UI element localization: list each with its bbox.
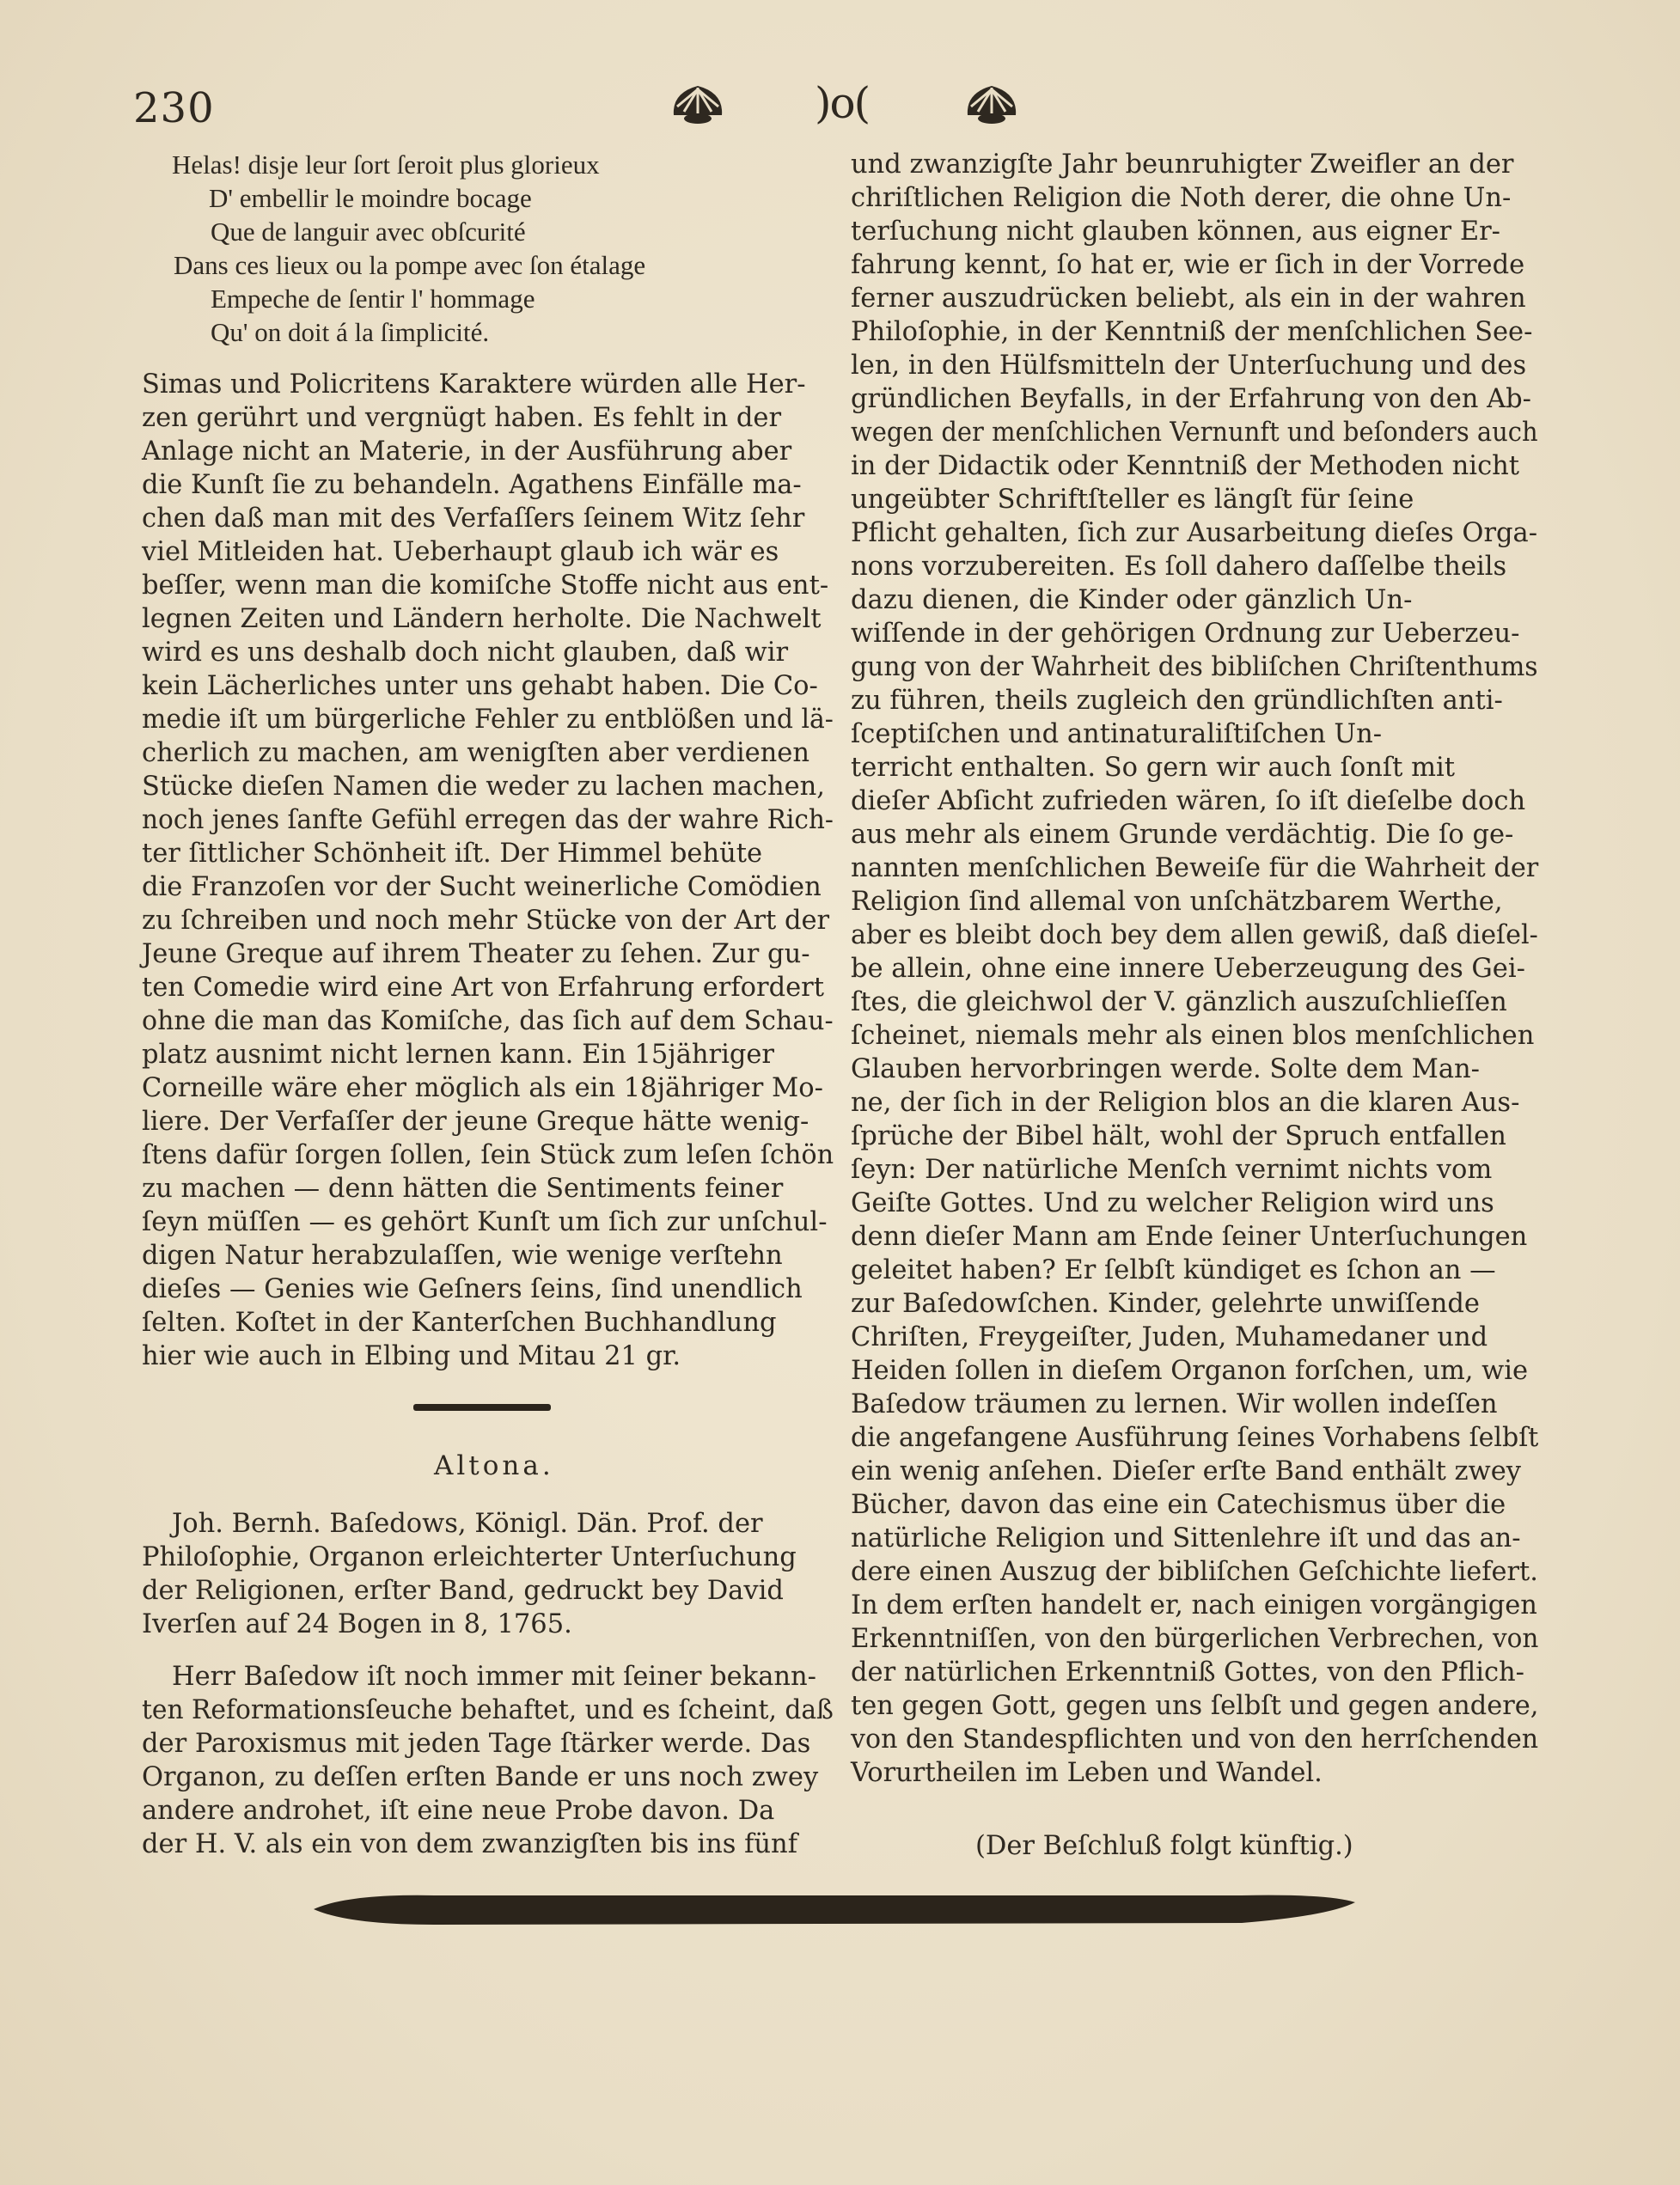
text-line: Geiſte Gottes. Und zu welcher Religion wird uns (851, 1188, 1494, 1218)
text-line: zu führen, theils zugleich den gründlichſten anti- (851, 686, 1503, 716)
text-line: Corneille wäre eher möglich als ein 18jähriger Mo- (142, 1073, 823, 1103)
text-line: fahrung kennt, ſo hat er, wie er ſich in der Vorrede (851, 250, 1525, 280)
text-line: und zwanzigſte Jahr beunruhigter Zweifler an der (851, 150, 1514, 180)
text-line: Pflicht gehalten, ſich zur Ausarbeitung dieſes Orga- (851, 518, 1538, 548)
text-line: ſelten. Koſtet in der Kanterſchen Buchhandlung (142, 1308, 777, 1338)
text-line: der H. V. als ein von dem zwanzigſten bis ins fünf (142, 1829, 797, 1859)
text-line: wird es uns deshalb doch nicht glauben, daß wir (142, 638, 789, 668)
text-line: wiſſende in der gehörigen Ordnung zur Ueberzeu- (851, 619, 1520, 649)
poem-line: Que de languir avec obſcurité (211, 217, 526, 247)
text-line: der Religionen, erſter Band, gedruckt bey David (142, 1576, 784, 1606)
text-line: kein Lächerliches unter uns gehabt haben. Die Co- (142, 671, 818, 701)
text-line: ten Reformationsſeuche behaftet, und es ſcheint, daß (142, 1695, 834, 1725)
text-line: chen daß man mit des Verfaſſers ſeinem Witz ſehr (142, 504, 805, 534)
shell-ornament-icon (962, 81, 1021, 125)
text-line: Joh. Bernh. Baſedows, Königl. Dän. Prof. der (172, 1509, 763, 1539)
text-line: zu ſchreiben und noch mehr Stücke von der Art der (142, 906, 830, 936)
text-line: ne, der ſich in der Religion blos an die klaren Aus- (851, 1088, 1520, 1118)
page-number: 230 (133, 84, 215, 132)
center-ornament: )o( (815, 78, 870, 128)
text-line: denn dieſer Mann am Ende ſeiner Unterſuchungen (851, 1222, 1528, 1252)
text-line: ſeyn: Der natürliche Menſch vernimt nichts vom (851, 1155, 1493, 1185)
text-line: len, in den Hülfsmitteln der Unterſuchung und des (851, 351, 1527, 381)
text-line: Simas und Policritens Karaktere würden alle Her- (142, 369, 806, 400)
text-line: viel Mitleiden hat. Ueberhaupt glaub ich wär es (142, 537, 779, 567)
text-line: digen Natur herabzulaſſen, wie wenige verſtehn (142, 1241, 783, 1271)
text-line: hier wie auch in Elbing und Mitau 21 gr. (142, 1341, 681, 1371)
poem-line: Empeche de ſentir l' hommage (211, 284, 535, 314)
text-line: geleitet haben? Er ſelbſt kündiget es ſchon an — (851, 1255, 1496, 1285)
poem-line: Qu' on doit á la ſimplicité. (211, 317, 490, 347)
text-line: ſeyn müſſen — es gehört Kunſt um ſich zur unſchul- (142, 1207, 828, 1237)
text-line: ohne die man das Komiſche, das ſich auf dem Schau- (142, 1006, 834, 1036)
text-line: Stücke dieſen Namen die weder zu lachen machen, (142, 772, 825, 802)
text-line: nons vorzubereiten. Es ſoll dahero daſſelbe theils (851, 552, 1507, 582)
text-line: die Franzoſen vor der Sucht weinerliche Comödien (142, 872, 822, 902)
text-line: ten gegen Gott, gegen uns ſelbſt und gegen andere, (851, 1691, 1539, 1721)
text-line: ein wenig anſehen. Dieſer erſte Band enthält zwey (851, 1456, 1521, 1486)
text-line: Philoſophie, Organon erleichterter Unterſuchung (142, 1542, 797, 1572)
text-line: in der Didactik oder Kenntniß der Methoden nicht (851, 451, 1520, 481)
text-line: cherlich zu machen, am wenigſten aber verdienen (142, 738, 809, 768)
text-line: wegen der menſchlichen Vernunft und beſonders auch (851, 418, 1538, 448)
text-line: Erkenntniſſen, von den bürgerlichen Verbrechen, von (851, 1624, 1539, 1654)
text-line: ter ſittlicher Schönheit iſt. Der Himmel behüte (142, 839, 763, 869)
text-line: dere einen Auszug der bibliſchen Geſchichte liefert. (851, 1557, 1538, 1587)
text-line: aus mehr als einem Grunde verdächtig. Die ſo ge- (851, 820, 1514, 850)
text-line: Philoſophie, in der Kenntniß der menſchlichen See- (851, 317, 1533, 347)
text-line: Herr Baſedow iſt noch immer mit ſeiner bekann- (172, 1662, 816, 1692)
text-line: von den Standespflichten und von den herrſchenden (851, 1724, 1539, 1755)
text-line: Religion ſind allemal von unſchätzbarem Werthe, (851, 887, 1503, 917)
text-line: natürliche Religion und Sittenlehre iſt und das an- (851, 1523, 1521, 1553)
text-line: die angefangene Ausführung ſeines Vorhabens ſelbſt (851, 1423, 1539, 1453)
text-line: Baſedow träumen zu lernen. Wir wollen indeſſen (851, 1389, 1498, 1419)
text-line: be allein, ohne eine innere Ueberzeugung des Gei- (851, 954, 1525, 984)
text-line: zen gerührt und vergnügt haben. Es fehlt in der (142, 403, 782, 433)
poem-line: Dans ces lieux ou la pompe avec ſon étalage (174, 250, 646, 280)
text-line: andere androhet, iſt eine neue Probe davon. Da (142, 1796, 775, 1826)
text-line: medie iſt um bürgerliche Fehler zu entblößen und lä- (142, 705, 834, 735)
text-line: legnen Zeiten und Ländern herholte. Die Nachwelt (142, 604, 822, 634)
text-line: ten Comedie wird eine Art von Erfahrung erfordert (142, 973, 824, 1003)
text-line: ungeübter Schriftſteller es längſt für ſeine (851, 485, 1414, 515)
text-line: der Paroxismus mit jeden Tage ſtärker werde. Das (142, 1729, 811, 1759)
text-line: zur Baſedowſchen. Kinder, gelehrte unwiſſende (851, 1289, 1480, 1319)
text-line: liere. Der Verfaſſer der jeune Greque hätte wenig- (142, 1107, 809, 1137)
text-line: platz ausnimt nicht lernen kann. Ein 15jähriger (142, 1040, 775, 1070)
text-line: Bücher, davon das eine ein Catechismus über die (851, 1490, 1506, 1520)
text-line: terricht enthalten. So gern wir auch ſonſt mit (851, 753, 1456, 783)
section-divider (413, 1404, 551, 1411)
text-line: gründlichen Beyfalls, in der Erfahrung von den Ab- (851, 384, 1531, 414)
text-line: dieſer Abſicht zufrieden wären, ſo iſt dieſelbe doch (851, 786, 1526, 816)
text-line: die Kunſt ſie zu behandeln. Agathens Einfälle ma- (142, 470, 802, 500)
text-line: dieſes — Genies wie Geſners ſeins, ſind unendlich (142, 1274, 803, 1304)
text-line: Organon, zu deſſen erſten Bande er uns noch zwey (142, 1762, 819, 1792)
text-line: Chriſten, Freygeiſter, Juden, Muhamedaner und (851, 1322, 1488, 1352)
text-line: Glauben hervorbringen werde. Solte dem Man- (851, 1054, 1480, 1084)
text-line: zu machen — denn hätten die Sentiments feiner (142, 1174, 784, 1204)
text-line: ſceptiſchen und antinaturaliſtiſchen Un- (851, 719, 1383, 749)
text-line: Vorurtheilen im Leben und Wandel. (851, 1758, 1323, 1788)
text-line: chriſtlichen Religion die Noth derer, die ohne Un- (851, 183, 1512, 213)
text-line: Heiden ſollen in dieſem Organon forſchen, um, wie (851, 1356, 1529, 1386)
text-line: beſſer, wenn man die komiſche Stoffe nicht aus ent- (142, 571, 829, 601)
text-line: Jeune Greque auf ihrem Theater zu ſehen. Zur gu- (142, 939, 810, 969)
poem-line: Helas! disje leur ſort ſeroit plus glorieux (172, 150, 600, 180)
shell-ornament-icon (669, 81, 727, 125)
continuation-note: (Der Beſchluß folgt künftig.) (975, 1831, 1353, 1861)
text-line: nannten menſchlichen Beweiſe für die Wahrheit der (851, 853, 1539, 883)
text-line: Iverſen auf 24 Bogen in 8, 1765. (142, 1609, 572, 1639)
text-line: In dem erſten handelt er, nach einigen vorgängigen (851, 1590, 1537, 1620)
text-line: gung von der Wahrheit des bibliſchen Chriſtenthums (851, 652, 1538, 682)
text-line: der natürlichen Erkenntniß Gottes, von den Pflich- (851, 1657, 1524, 1688)
text-line: ſcheinet, niemals mehr als einen blos menſchlichen (851, 1021, 1535, 1051)
text-line: ſprüche der Bibel hält, wohl der Spruch entfallen (851, 1121, 1506, 1151)
text-line: noch jenes ſanfte Gefühl erregen das der wahre Rich- (142, 805, 834, 835)
text-line: dazu dienen, die Kinder oder gänzlich Un- (851, 585, 1413, 615)
closing-rule (314, 1890, 1355, 1930)
section-heading: Altona. (434, 1450, 554, 1481)
poem-line: D' embellir le moindre bocage (209, 183, 532, 213)
text-line: ferner auszudrücken beliebt, als ein in der wahren (851, 284, 1526, 314)
text-line: ſtens dafür ſorgen ſollen, ſein Stück zum leſen ſchön (142, 1140, 834, 1170)
text-line: Anlage nicht an Materie, in der Ausführung aber (142, 436, 792, 467)
text-line: terſuchung nicht glauben können, aus eigner Er- (851, 217, 1500, 247)
text-line: aber es bleibt doch bey dem allen gewiß, daß dieſel- (851, 920, 1538, 950)
text-line: ſtes, die gleichwol der V. gänzlich auszuſchlieſſen (851, 987, 1507, 1017)
